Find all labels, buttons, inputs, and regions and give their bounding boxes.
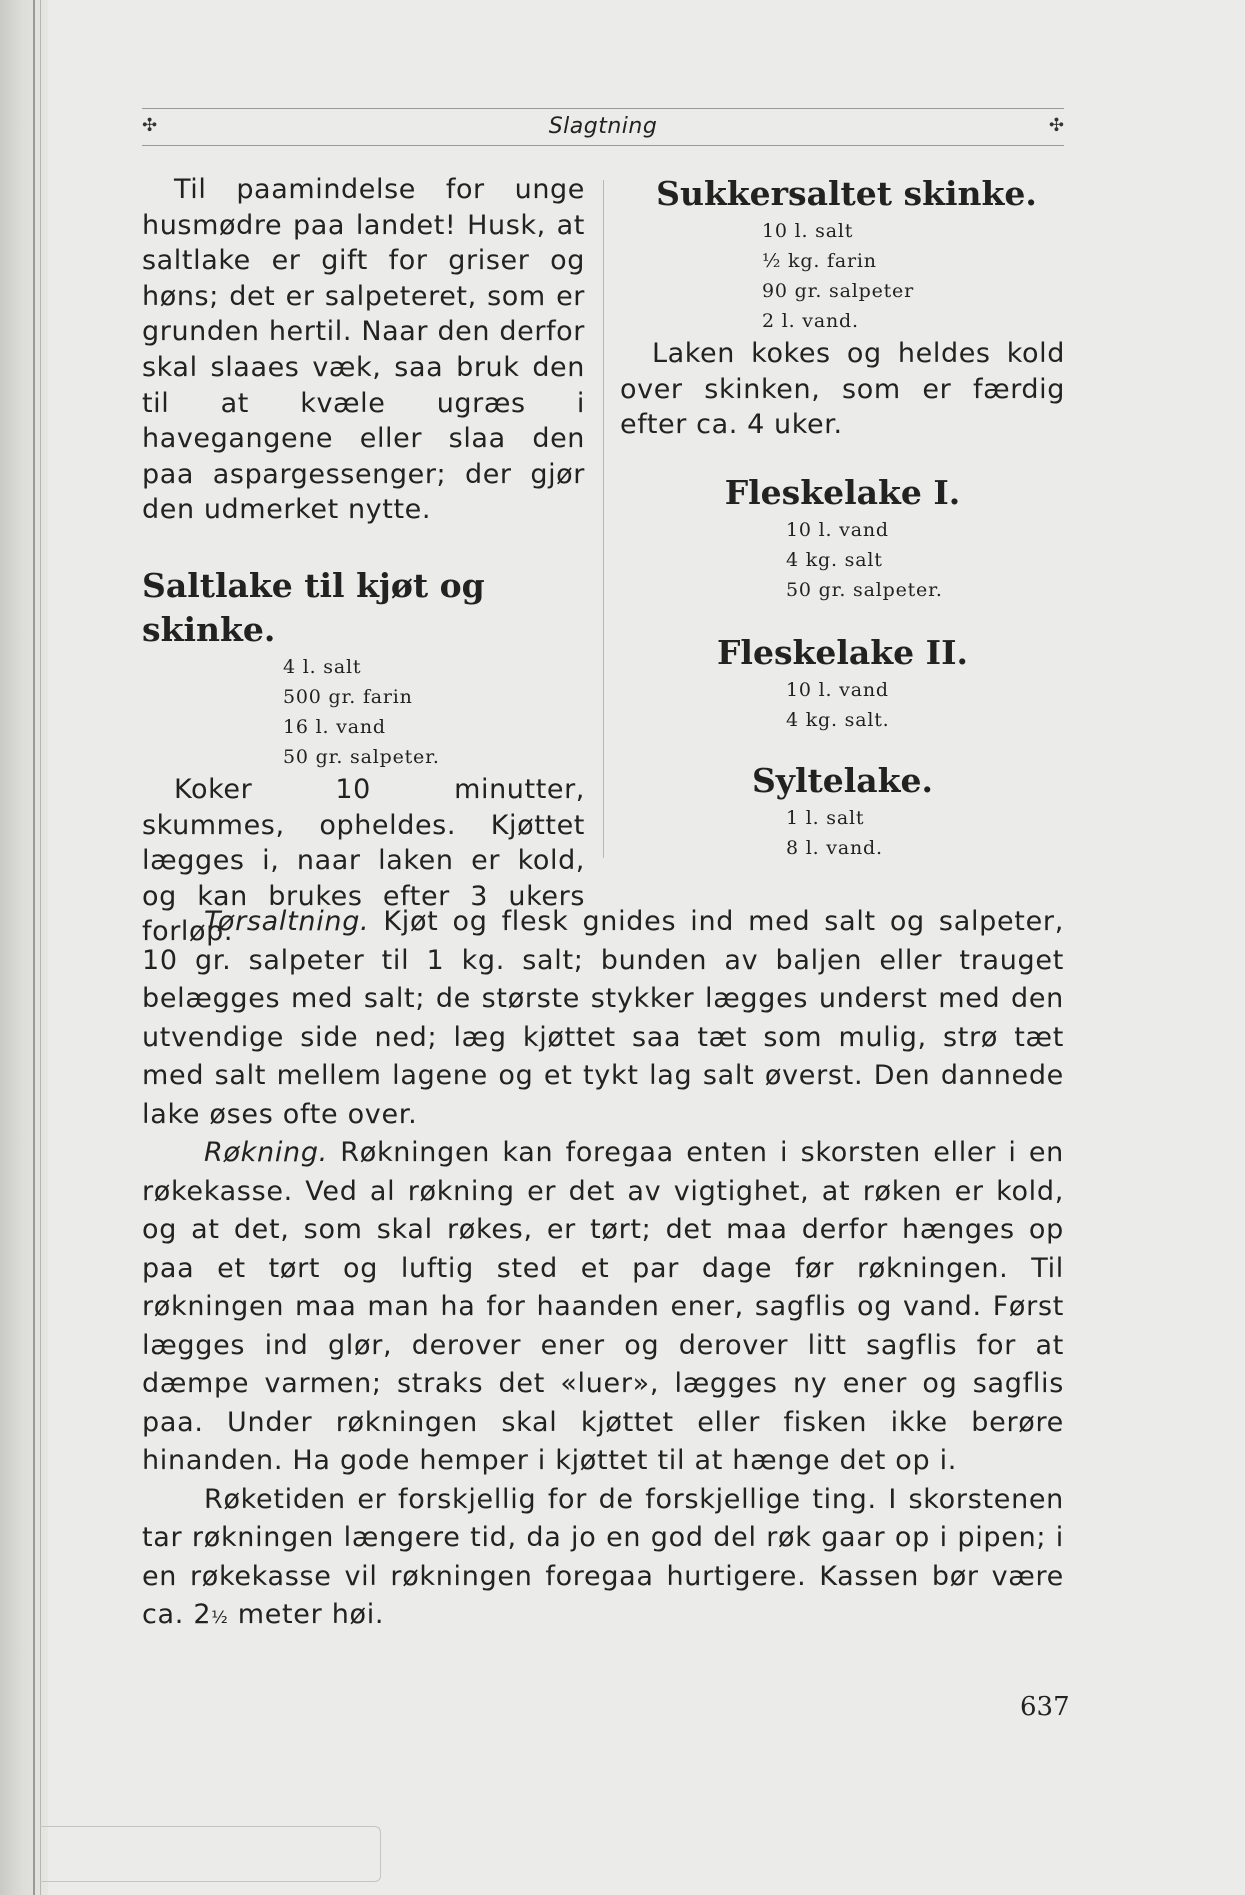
ingredient-list (283, 652, 585, 772)
recipe-title: Fleskelake II. (716, 632, 969, 672)
ingredient: 50 gr. salpeter. (786, 578, 943, 601)
ingredient: 8 l. vand. (786, 836, 883, 859)
spine-edge (33, 0, 35, 1895)
paragraph-rokning (142, 1134, 1064, 1481)
paragraph-body-end: meter høi. (228, 1599, 385, 1630)
paragraph-body: Kjøt og flesk gnides ind med salt og salpeter, 10 gr. salpeter til 1 kg. salt; bunden av baljen eller trauget belægges med salt; de største stykker lægges underst med den utvendige side ned; læg kjøttet saa tæt som mulig, strø tæt med salt mellem lagene og et tykt lag salt øverst. Den dannede lake øses ofte over. (142, 906, 1064, 1130)
recipe-title: Sukkersaltet skinke. (656, 174, 1037, 213)
ingredient: 4 kg. salt (786, 548, 883, 571)
left-column (142, 172, 585, 950)
paragraph-lead: Røkning. (204, 1137, 328, 1168)
running-header (142, 108, 1064, 146)
ingredient: 500 gr. farin (283, 685, 413, 708)
ingredient: 4 l. salt (283, 655, 362, 678)
page-tab (40, 1826, 381, 1882)
recipe-instructions: Koker 10 minutter, skummes, opheldes. Kjøttet lægges i, naar laken er kold, og kan brukes efter 3 ukers forløp. (142, 773, 585, 948)
fraction: ½ (211, 1608, 229, 1628)
header-title: Slagtning (548, 114, 658, 139)
ingredient: 2 l. vand. (762, 310, 859, 332)
paragraph-body: Røketiden er forskjellig for de forskjellige ting. I skorstenen tar røkningen længere tid, da jo en god del røk gaar op i pipen; i en røkekasse vil røkningen foregaa hurtigere. Kassen bør være ca. 2 (142, 1483, 1064, 1630)
ingredient-list (786, 515, 1065, 605)
ingredient: 10 l. vand (786, 518, 889, 541)
intro-paragraph: Til paamindelse for unge husmødre paa landet! Husk, at saltlake er gift for griser og høns; det er salpeteret, som er grunden hertil. Naar den derfor skal slaaes væk, saa bruk den til at kvæle ugræs i havegangene eller slaa den paa aspargessenger; der gjør den udmerket nytte. (142, 174, 585, 526)
ingredient-list (762, 216, 1065, 336)
ingredient: 4 kg. salt. (786, 708, 890, 731)
paragraph-lead: Tørsaltning. (204, 906, 370, 937)
recipe-title: Syltelake. (751, 760, 934, 800)
recipe-instructions: Laken kokes og heldes kold over skinken, som er færdig efter ca. 4 uker. (620, 338, 1065, 441)
paragraph-roketiden (142, 1481, 1064, 1638)
paragraph-body: Røkningen kan foregaa enten i skorsten eller i en røkekasse. Ved al røkning er det av vigtighet, at røken er kold, og at det, som skal røkes, er tørt; det maa derfor hænges op paa et tørt og luftig sted et par dage før røkningen. Til røkningen maa man ha for haanden ener, sagflis og vand. Først lægges ind glør, derover ener og derover litt sagflis for at dæmpe varmen; straks det «luer», lægges ny ener og sagflis paa. Under røkningen skal kjøttet eller fisken ikke berøre hinanden. Ha gode hemper i kjøttet til at hænge det op i. (142, 1137, 1064, 1476)
ingredient: ½ kg. farin (762, 250, 877, 272)
recipe-title: Saltlake til kjøt og skinke. (142, 565, 485, 649)
page-number: 637 (1020, 1692, 1070, 1722)
main-text (142, 903, 1064, 1638)
ingredient: 1 l. salt (786, 806, 865, 829)
ingredient: 10 l. vand (786, 678, 889, 701)
ornament-right-icon: ✣ (1048, 115, 1064, 136)
ingredient: 90 gr. salpeter (762, 280, 914, 302)
column-divider (603, 180, 604, 858)
spine-edge-inner (40, 0, 41, 1895)
ingredient-list (786, 675, 1065, 735)
ingredient: 50 gr. salpeter. (283, 745, 440, 768)
paragraph-torsaltning (142, 903, 1064, 1134)
recipe-title: Fleskelake I. (724, 472, 961, 512)
ornament-left-icon: ✣ (142, 115, 158, 136)
ingredient-list (786, 803, 1065, 863)
ingredient: 16 l. vand (283, 715, 386, 738)
right-column (620, 172, 1065, 863)
ingredient: 10 l. salt (762, 220, 854, 242)
